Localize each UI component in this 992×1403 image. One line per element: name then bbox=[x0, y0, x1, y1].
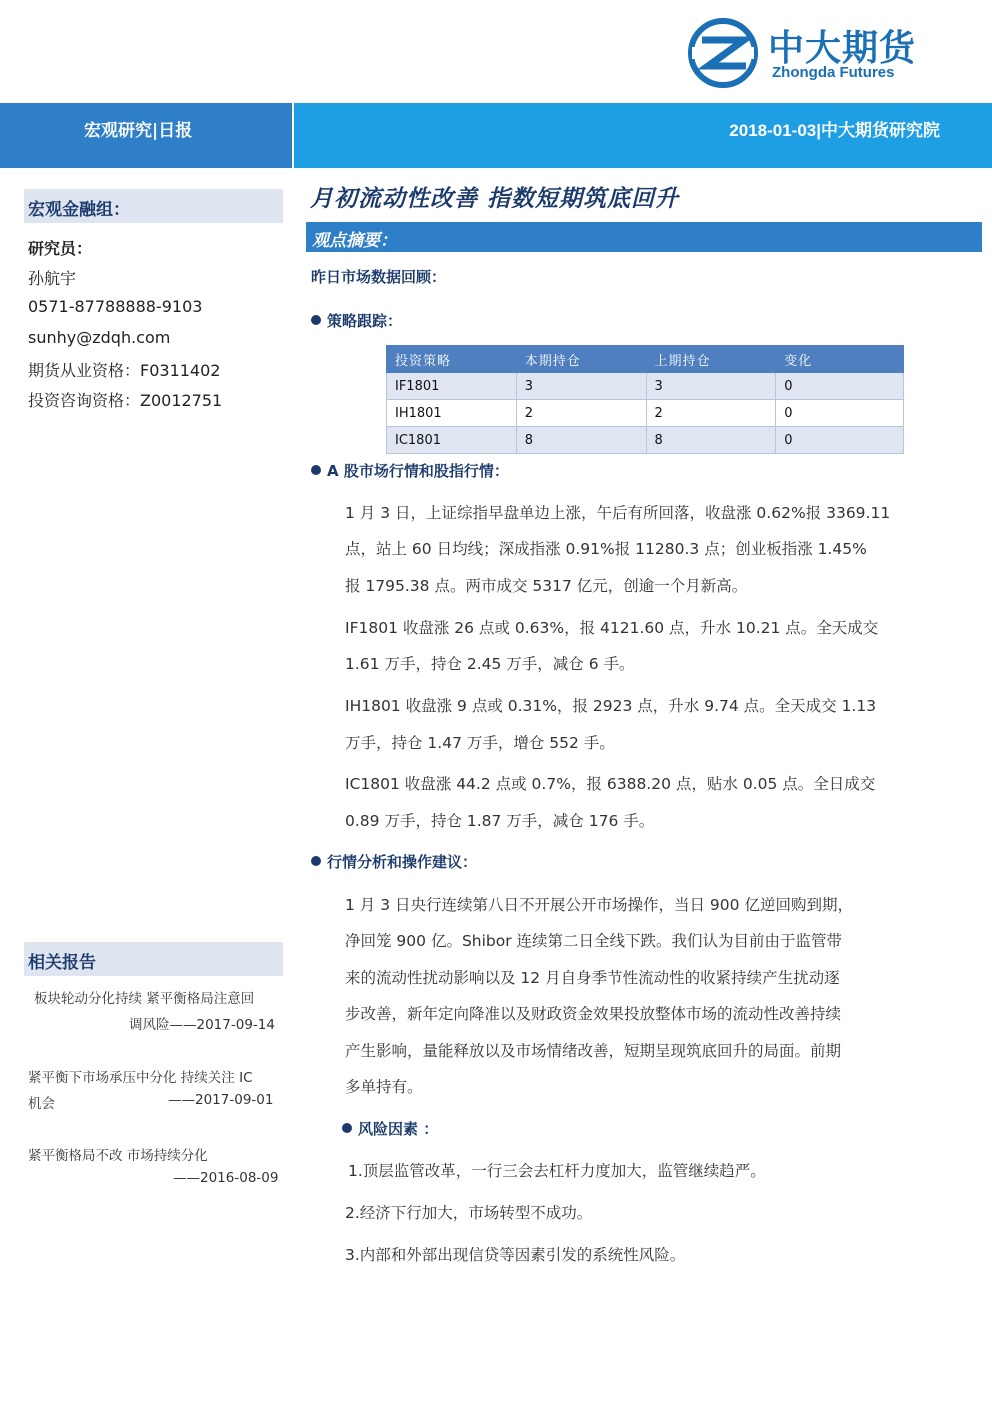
related-report-3-line2[interactable]: ——2016-08-09 bbox=[173, 1170, 279, 1186]
related-report-1-line2[interactable]: 调风险——2017-09-14 bbox=[129, 1017, 275, 1033]
bullet-icon bbox=[311, 315, 321, 325]
analysis-text-line: 净回笼 900 亿。Shibor 连续第二日全线下跌。我们认为目前由于监管带 bbox=[345, 932, 843, 950]
table-cell: 0 bbox=[776, 427, 904, 454]
related-report-2-line2b[interactable]: ——2017-09-01 bbox=[168, 1092, 274, 1108]
market-text-line: 点，站上 60 日均线；深成指涨 0.91%报 11280.3 点；创业板指涨 1.45% bbox=[345, 540, 867, 558]
report-title: 月初流动性改善 指数短期筑底回升 bbox=[310, 185, 680, 212]
market-text-line: IF1801 收盘涨 26 点或 0.63%，报 4121.60 点，升水 10.21 点。全天成交 bbox=[345, 619, 879, 637]
risk-heading: 风险因素 ： bbox=[358, 1120, 439, 1138]
analysis-text-line: 多单持有。 bbox=[345, 1078, 423, 1096]
researcher-phone: 0571-87788888-9103 bbox=[28, 297, 203, 316]
consulting-license: 投资咨询资格：Z0012751 bbox=[28, 391, 223, 410]
table-cell: 2 bbox=[646, 400, 776, 427]
researcher-name: 孙航宇 bbox=[28, 269, 77, 288]
report-category: 宏观研究|日报 bbox=[84, 121, 193, 141]
table-header-cell: 变化 bbox=[776, 346, 904, 373]
abstract-bar bbox=[306, 222, 982, 252]
market-text-line: 1 月 3 日，上证综指早盘单边上涨，午后有所回落，收盘涨 0.62%报 3369.11 bbox=[345, 504, 891, 522]
table-cell: IH1801 bbox=[387, 400, 517, 427]
table-header-row bbox=[387, 346, 904, 373]
analysis-text-line: 步改善，新年定向降准以及财政资金效果投放整体市场的流动性改善持续 bbox=[345, 1005, 842, 1023]
table-cell: 8 bbox=[646, 427, 776, 454]
table-cell: 3 bbox=[646, 373, 776, 400]
analysis-text-line: 1 月 3 日央行连续第八日不开展公开市场操作，当日 900 亿逆回购到期， bbox=[345, 896, 853, 914]
report-date-source: 2018-01-03|中大期货研究院 bbox=[729, 121, 940, 140]
analysis-section bbox=[311, 851, 477, 872]
risk-section bbox=[342, 1118, 438, 1139]
researcher-label: 研究员： bbox=[28, 239, 93, 258]
table-cell: 0 bbox=[776, 373, 904, 400]
market-text-line: 万手，持仓 1.47 万手，增仓 552 手。 bbox=[345, 734, 615, 752]
table-row bbox=[387, 427, 904, 454]
strategy-heading: 策略跟踪： bbox=[327, 312, 403, 330]
related-report-2-line1[interactable]: 紧平衡下市场承压中分化 持续关注 IC bbox=[28, 1070, 253, 1086]
table-cell: 3 bbox=[516, 373, 646, 400]
risk-item: 2.经济下行加大，市场转型不成功。 bbox=[345, 1204, 593, 1222]
analysis-text-line: 产生影响，量能释放以及市场情绪改善，短期呈现筑底回升的局面。前期 bbox=[345, 1042, 842, 1060]
market-text-line: 1.61 万手，持仓 2.45 万手，减仓 6 手。 bbox=[345, 655, 635, 673]
table-row bbox=[387, 373, 904, 400]
table-cell: 0 bbox=[776, 400, 904, 427]
futures-license: 期货从业资格：F0311402 bbox=[28, 361, 221, 380]
table-header-cell: 上期持仓 bbox=[646, 346, 776, 373]
table-row bbox=[387, 400, 904, 427]
related-report-1-line1[interactable]: 板块轮动分化持续 紧平衡格局注意回 bbox=[34, 991, 255, 1007]
logo-text-en: Zhongda Futures bbox=[772, 64, 895, 81]
table-header-cell: 投资策略 bbox=[387, 346, 517, 373]
market-text-line: IH1801 收盘涨 9 点或 0.31%，报 2923 点，升水 9.74 点。全天成交 1.13 bbox=[345, 697, 877, 715]
market-heading: A 股市场行情和股指行情： bbox=[327, 462, 509, 480]
analysis-heading: 行情分析和操作建议： bbox=[327, 853, 478, 871]
researcher-email[interactable]: sunhy@zdqh.com bbox=[28, 328, 171, 347]
analysis-text-line: 来的流动性扰动影响以及 12 月自身季节性流动性的收紧持续产生扰动逐 bbox=[345, 969, 840, 987]
risk-item: 3.内部和外部出现信贷等因素引发的系统性风险。 bbox=[345, 1246, 686, 1264]
bullet-icon bbox=[342, 1123, 352, 1133]
sidebar-group-title: 宏观金融组： bbox=[24, 189, 283, 223]
table-cell: IF1801 bbox=[387, 373, 517, 400]
related-report-3-line1[interactable]: 紧平衡格局不改 市场持续分化 bbox=[28, 1148, 208, 1164]
table-cell: 8 bbox=[516, 427, 646, 454]
abstract-label: 观点摘要： bbox=[312, 231, 397, 251]
company-logo bbox=[688, 18, 958, 90]
review-heading: 昨日市场数据回顾： bbox=[311, 268, 447, 286]
table-header-cell: 本期持仓 bbox=[516, 346, 646, 373]
strategy-section bbox=[311, 310, 402, 331]
related-reports-title: 相关报告 bbox=[24, 942, 283, 976]
risk-item: 1.顶层监管改革，一行三会去杠杆力度加大，监管继续趋严。 bbox=[348, 1162, 766, 1180]
zhongda-logo-icon bbox=[688, 18, 758, 88]
market-text-line: 0.89 万手，持仓 1.87 万手，减仓 176 手。 bbox=[345, 812, 655, 830]
logo-text-cn: 中大期货 bbox=[768, 28, 917, 69]
market-section bbox=[311, 460, 509, 481]
bullet-icon bbox=[311, 856, 321, 866]
related-report-2-line2a[interactable]: 机会 bbox=[28, 1096, 55, 1112]
table-cell: IC1801 bbox=[387, 427, 517, 454]
strategy-table bbox=[386, 345, 904, 454]
market-text-line: 报 1795.38 点。两市成交 5317 亿元，创逾一个月新高。 bbox=[345, 577, 748, 595]
bullet-icon bbox=[311, 465, 321, 475]
table-cell: 2 bbox=[516, 400, 646, 427]
market-text-line: IC1801 收盘涨 44.2 点或 0.7%，报 6388.20 点，贴水 0.05 点。全日成交 bbox=[345, 775, 876, 793]
